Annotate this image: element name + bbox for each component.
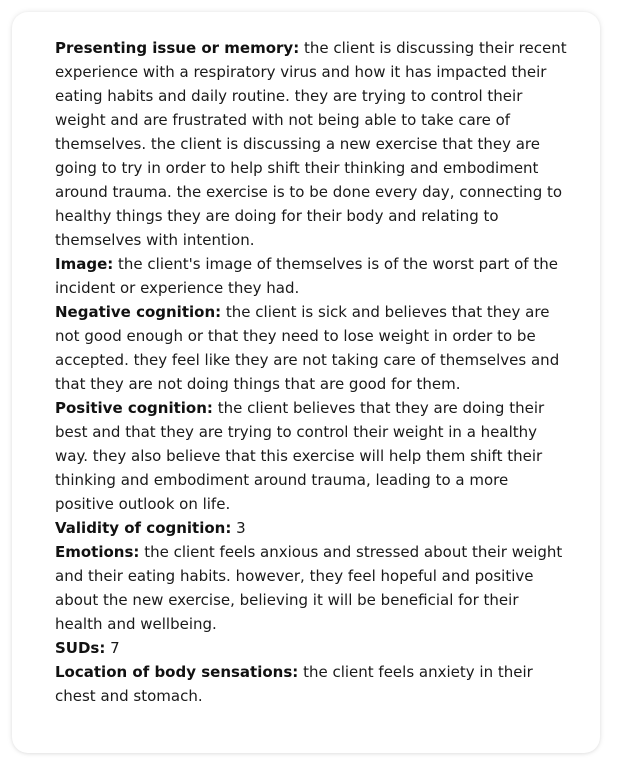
body-sensations-label: Location of body sensations: xyxy=(55,663,299,681)
validity-of-cognition-label: Validity of cognition: xyxy=(55,519,232,537)
emotions-label: Emotions: xyxy=(55,543,140,561)
positive-cognition-label: Positive cognition: xyxy=(55,399,213,417)
positive-cognition-section xyxy=(55,396,570,516)
suds-label: SUDs: xyxy=(55,639,106,657)
negative-cognition-section xyxy=(55,300,570,396)
presenting-issue-section xyxy=(55,36,570,252)
positive-cognition-text: the client believes that they are doing their best and that they are trying to control their weight in a healthy way. they also believe that this exercise will help them shift their thinking and embodiment around trauma, leading to a more positive outlook on life. xyxy=(55,399,545,513)
suds-section xyxy=(55,636,570,660)
notes-card xyxy=(12,12,600,753)
image-section xyxy=(55,252,570,300)
presenting-issue-text: the client is discussing their recent experience with a respiratory virus and how it has impacted their eating habits and daily routine. they are trying to control their weight and are frustrated with not being able to take care of themselves. the client is discussing a new exercise that they are going to try in order to help shift their thinking and embodiment around trauma. the exercise is to be done every day, connecting to healthy things they are doing for their body and relating to themselves with intention. xyxy=(55,39,567,249)
body-sensations-section xyxy=(55,660,570,708)
suds-value: 7 xyxy=(110,639,120,657)
validity-of-cognition-value: 3 xyxy=(236,519,246,537)
negative-cognition-text: the client is sick and believes that they are not good enough or that they need to lose weight in order to be accepted. they feel like they are not taking care of themselves and that they are not doing things that are good for them. xyxy=(55,303,560,393)
image-label: Image: xyxy=(55,255,114,273)
negative-cognition-label: Negative cognition: xyxy=(55,303,222,321)
body-sensations-text: the client feels anxiety in their chest and stomach. xyxy=(55,663,533,705)
emotions-section xyxy=(55,540,570,636)
image-text: the client's image of themselves is of the worst part of the incident or experience they had. xyxy=(55,255,558,297)
presenting-issue-label: Presenting issue or memory: xyxy=(55,39,300,57)
emotions-text: the client feels anxious and stressed about their weight and their eating habits. however, they feel hopeful and positive about the new exercise, believing it will be beneficial for their health and wellbeing. xyxy=(55,543,563,633)
validity-of-cognition-section xyxy=(55,516,570,540)
